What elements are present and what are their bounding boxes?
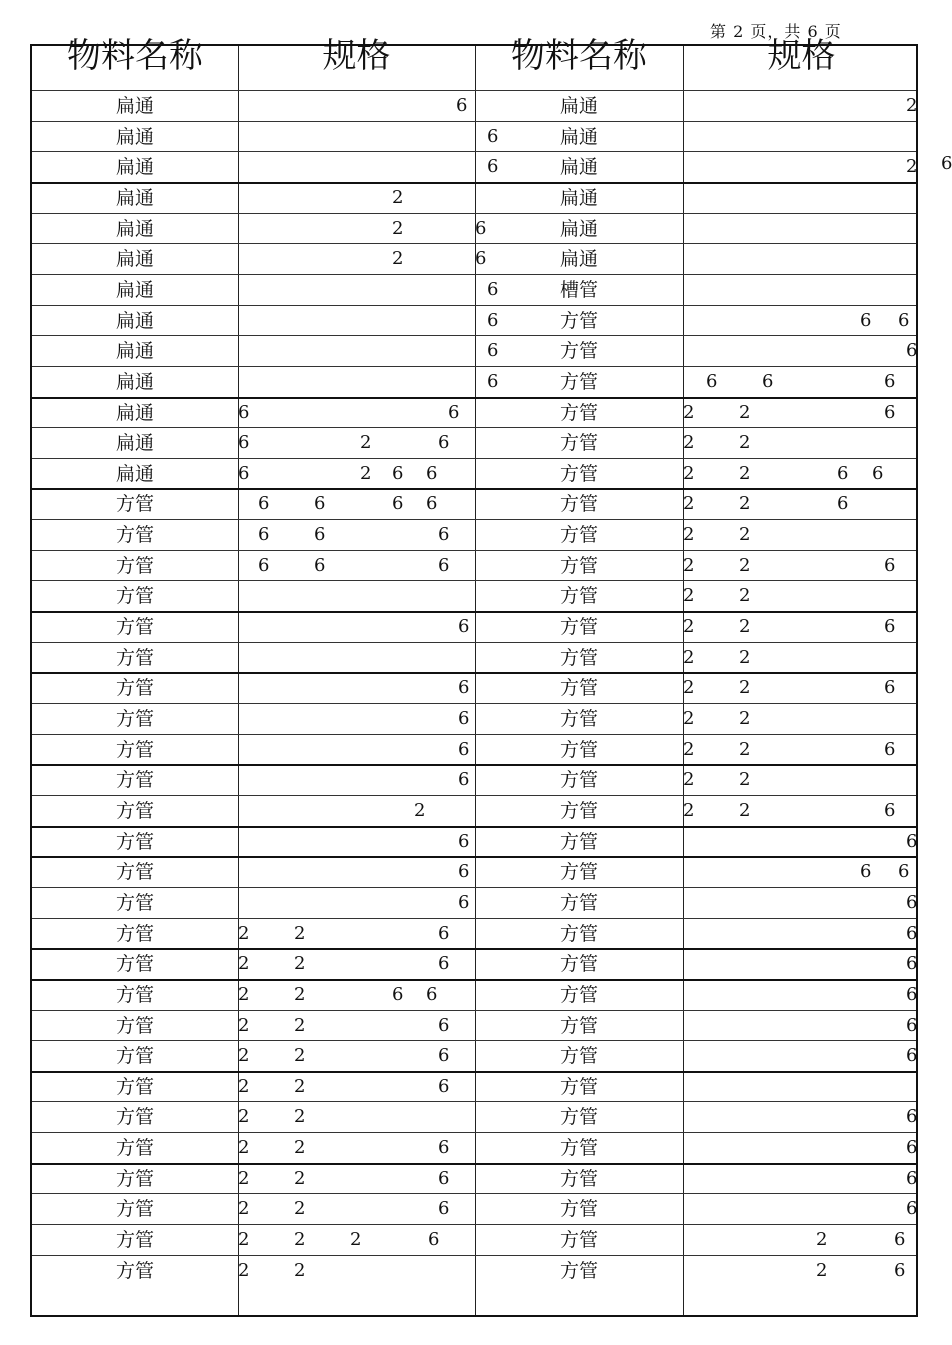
right-material-name: 方管 xyxy=(559,585,598,608)
left-spec-digit: 6 xyxy=(258,554,270,576)
right-spec-digit: 2 xyxy=(683,708,695,729)
left-spec-digit: 2 xyxy=(238,983,250,1005)
left-material-name: 扁通 xyxy=(115,462,154,485)
right-material-name: 方管 xyxy=(559,340,598,363)
right-material-name: 扁通 xyxy=(559,95,598,117)
divider-digit: 6 xyxy=(487,278,499,300)
left-material-name: 方管 xyxy=(115,1014,154,1037)
left-spec-digit: 2 xyxy=(294,1014,306,1036)
left-spec-digit: 2 xyxy=(238,1167,250,1189)
left-spec-digit: 6 xyxy=(456,95,468,116)
right-spec-digit: 6 xyxy=(884,738,896,760)
left-spec-digit: 2 xyxy=(294,1229,306,1251)
right-material-name: 方管 xyxy=(559,1075,598,1098)
left-material-name: 扁通 xyxy=(115,156,154,179)
left-spec-digit: 6 xyxy=(258,493,270,515)
right-material-name: 方管 xyxy=(559,616,598,639)
left-spec-digit: 6 xyxy=(428,1229,440,1251)
left-material-name: 扁通 xyxy=(115,401,154,424)
divider-digit: 6 xyxy=(487,125,499,147)
right-spec-digit: 6 xyxy=(906,1014,918,1036)
left-material-name: 方管 xyxy=(115,1106,154,1129)
right-spec-digit: 2 xyxy=(683,462,695,484)
left-spec-digit: 6 xyxy=(238,401,250,423)
left-spec-digit: 2 xyxy=(294,1198,306,1220)
right-spec-digit: 6 xyxy=(860,861,872,883)
left-material-name: 方管 xyxy=(115,738,154,761)
left-material-name: 扁通 xyxy=(115,340,154,363)
left-spec-digit: 2 xyxy=(238,1259,250,1281)
right-material-name: 槽管 xyxy=(559,278,598,301)
right-material-name: 方管 xyxy=(559,1137,598,1160)
divider-digit: 6 xyxy=(487,309,499,331)
left-spec-digit: 2 xyxy=(350,1229,362,1251)
right-material-name: 方管 xyxy=(559,462,598,485)
left-spec-digit: 2 xyxy=(360,432,372,454)
right-spec-digit: 6 xyxy=(706,370,718,392)
left-spec-digit: 6 xyxy=(314,493,326,515)
right-spec-digit: 2 xyxy=(739,799,751,821)
right-spec-digit: 2 xyxy=(739,616,751,638)
left-spec-digit: 6 xyxy=(238,462,250,484)
material-spec-table xyxy=(30,36,918,1317)
left-material-name: 方管 xyxy=(115,861,154,884)
right-spec-digit: 6 xyxy=(860,309,872,331)
left-material-name: 方管 xyxy=(115,953,154,976)
left-material-name: 方管 xyxy=(115,585,154,608)
right-material-name: 方管 xyxy=(559,830,598,853)
left-material-name: 方管 xyxy=(115,646,154,669)
left-spec-digit: 2 xyxy=(294,1075,306,1097)
right-material-name: 方管 xyxy=(559,983,598,1006)
right-spec-digit: 2 xyxy=(683,769,695,791)
right-spec-digit: 6 xyxy=(906,1198,918,1220)
divider-digit: 6 xyxy=(487,340,499,362)
right-spec-digit: 2 xyxy=(683,646,695,668)
left-material-name: 方管 xyxy=(115,1229,154,1252)
right-spec-digit: 6 xyxy=(884,401,896,423)
right-spec-digit: 2 xyxy=(739,646,751,668)
left-spec-digit: 6 xyxy=(438,1014,450,1036)
left-spec-digit: 2 xyxy=(392,217,404,239)
left-spec-digit: 6 xyxy=(458,677,470,699)
left-material-name: 扁通 xyxy=(115,217,154,240)
left-material-name: 方管 xyxy=(115,616,154,639)
left-spec-digit: 6 xyxy=(448,401,460,423)
right-spec-digit: 2 xyxy=(816,1229,828,1251)
left-spec-digit: 2 xyxy=(360,462,372,484)
left-spec-digit: 2 xyxy=(294,953,306,975)
right-spec-digit: 2 xyxy=(739,677,751,699)
left-spec-digit: 6 xyxy=(392,493,404,515)
right-material-name: 方管 xyxy=(559,1045,598,1068)
left-spec-digit: 6 xyxy=(438,1045,450,1067)
left-spec-digit: 2 xyxy=(238,1014,250,1036)
left-material-name: 方管 xyxy=(115,830,154,853)
left-material-name: 方管 xyxy=(115,1075,154,1098)
right-spec-digit: 2 xyxy=(816,1259,828,1281)
right-material-name: 扁通 xyxy=(559,125,598,148)
left-spec-digit: 2 xyxy=(294,1045,306,1067)
left-material-name: 扁通 xyxy=(115,248,154,271)
right-spec-digit: 6 xyxy=(906,983,918,1005)
right-spec-digit: 2 xyxy=(683,738,695,760)
left-material-name: 方管 xyxy=(115,891,154,914)
left-material-name: 方管 xyxy=(115,524,154,547)
left-material-name: 方管 xyxy=(115,799,154,822)
left-spec-digit: 2 xyxy=(294,1167,306,1189)
right-spec-digit: 6 xyxy=(906,891,918,913)
header-left-spec: 规格 xyxy=(322,36,391,76)
left-spec-digit: 6 xyxy=(458,616,470,638)
left-spec-digit: 6 xyxy=(426,983,438,1005)
left-material-name: 方管 xyxy=(115,1045,154,1068)
left-material-name: 方管 xyxy=(115,708,154,730)
right-material-name: 扁通 xyxy=(559,248,598,271)
right-spec-digit: 2 xyxy=(739,554,751,576)
right-material-name: 方管 xyxy=(559,493,598,516)
right-spec-digit: 2 xyxy=(906,95,918,116)
right-spec-digit: 2 xyxy=(739,462,751,484)
right-spec-digit: 6 xyxy=(906,1167,918,1189)
right-spec-digit: 6 xyxy=(884,677,896,699)
divider-digit: 6 xyxy=(487,156,499,178)
right-spec-digit: 2 xyxy=(683,432,695,454)
left-spec-digit: 2 xyxy=(294,1259,306,1281)
left-material-name: 方管 xyxy=(115,1167,154,1190)
left-spec-digit: 6 xyxy=(438,922,450,944)
right-spec-digit: 2 xyxy=(739,708,751,729)
left-material-name: 方管 xyxy=(115,677,154,700)
right-spec-digit: 2 xyxy=(683,616,695,638)
left-material-name: 方管 xyxy=(115,983,154,1006)
right-material-name: 扁通 xyxy=(559,156,598,179)
right-spec-digit: 2 xyxy=(906,156,918,178)
left-spec-digit: 6 xyxy=(392,462,404,484)
left-spec-digit: 6 xyxy=(438,554,450,576)
right-spec-digit: 6 xyxy=(894,1229,906,1251)
left-material-name: 扁通 xyxy=(115,186,154,209)
right-spec-digit: 6 xyxy=(906,830,918,852)
left-spec-digit: 2 xyxy=(294,1137,306,1159)
right-spec-digit: 2 xyxy=(683,493,695,515)
right-material-name: 方管 xyxy=(559,1259,598,1282)
left-material-name: 扁通 xyxy=(115,370,154,393)
right-spec-digit: 2 xyxy=(739,493,751,515)
left-spec-digit: 2 xyxy=(392,186,404,208)
left-material-name: 扁通 xyxy=(115,95,154,117)
left-spec-digit: 6 xyxy=(458,738,470,760)
left-spec-digit: 2 xyxy=(238,1198,250,1220)
right-material-name: 方管 xyxy=(559,922,598,945)
right-spec-digit: 2 xyxy=(739,738,751,760)
right-spec-digit: 2 xyxy=(739,769,751,791)
left-spec-digit: 6 xyxy=(314,524,326,546)
right-material-name: 方管 xyxy=(559,861,598,884)
right-material-name: 方管 xyxy=(559,309,598,332)
right-material-name: 方管 xyxy=(559,524,598,547)
right-spec-digit: 2 xyxy=(739,585,751,607)
right-material-name: 方管 xyxy=(559,953,598,976)
left-spec-digit: 2 xyxy=(294,1106,306,1128)
header-right-name: 物料名称 xyxy=(511,36,647,76)
right-spec-digit: 2 xyxy=(739,524,751,546)
left-spec-digit: 2 xyxy=(238,1075,250,1097)
left-material-name: 方管 xyxy=(115,1198,154,1221)
left-spec-digit: 6 xyxy=(438,1198,450,1220)
left-spec-digit: 2 xyxy=(414,799,426,821)
right-material-name: 方管 xyxy=(559,738,598,761)
right-spec-digit: 6 xyxy=(906,1045,918,1067)
right-spec-digit: 6 xyxy=(898,861,910,883)
header-left-name: 物料名称 xyxy=(67,36,203,76)
right-spec-digit: 6 xyxy=(894,1259,906,1281)
right-material-name: 方管 xyxy=(559,554,598,577)
right-material-name: 方管 xyxy=(559,769,598,792)
left-material-name: 方管 xyxy=(115,1259,154,1282)
right-spec-digit: 2 xyxy=(739,432,751,454)
right-spec-digit: 6 xyxy=(884,370,896,392)
left-material-name: 扁通 xyxy=(115,309,154,332)
right-spec-digit: 2 xyxy=(683,677,695,699)
left-spec-digit: 2 xyxy=(294,983,306,1005)
left-spec-digit: 2 xyxy=(238,953,250,975)
divider-digit: 6 xyxy=(475,217,487,239)
right-material-name: 方管 xyxy=(559,401,598,424)
right-spec-digit: 2 xyxy=(683,554,695,576)
left-spec-digit: 6 xyxy=(458,708,470,729)
left-material-name: 方管 xyxy=(115,493,154,516)
left-material-name: 扁通 xyxy=(115,278,154,301)
right-material-name: 扁通 xyxy=(559,217,598,240)
left-spec-digit: 2 xyxy=(294,922,306,944)
right-material-name: 方管 xyxy=(559,708,598,730)
header-right-spec: 规格 xyxy=(767,36,836,76)
right-material-name: 方管 xyxy=(559,1198,598,1221)
left-spec-digit: 2 xyxy=(238,922,250,944)
right-material-name: 方管 xyxy=(559,1229,598,1252)
right-material-name: 方管 xyxy=(559,432,598,455)
right-spec-digit: 2 xyxy=(739,401,751,423)
right-spec-digit: 6 xyxy=(837,493,849,515)
edge-overflow-digit: 6 xyxy=(941,153,952,174)
left-spec-digit: 6 xyxy=(458,861,470,883)
right-spec-digit: 2 xyxy=(683,401,695,423)
page-number: 第 2 页，共 6 页 xyxy=(710,22,842,41)
left-spec-digit: 6 xyxy=(458,891,470,913)
left-spec-digit: 6 xyxy=(314,554,326,576)
left-spec-digit: 6 xyxy=(458,830,470,852)
left-material-name: 方管 xyxy=(115,769,154,792)
left-spec-digit: 6 xyxy=(438,1075,450,1097)
right-material-name: 方管 xyxy=(559,1014,598,1037)
divider-digit: 6 xyxy=(487,370,499,392)
right-spec-digit: 6 xyxy=(884,554,896,576)
left-material-name: 扁通 xyxy=(115,432,154,455)
left-spec-digit: 2 xyxy=(238,1045,250,1067)
left-spec-digit: 2 xyxy=(238,1106,250,1128)
right-spec-digit: 6 xyxy=(906,340,918,362)
right-material-name: 方管 xyxy=(559,646,598,669)
left-spec-digit: 6 xyxy=(438,1167,450,1189)
left-spec-digit: 6 xyxy=(438,1137,450,1159)
left-spec-digit: 2 xyxy=(238,1137,250,1159)
left-spec-digit: 6 xyxy=(438,432,450,454)
right-material-name: 方管 xyxy=(559,370,598,393)
left-spec-digit: 6 xyxy=(258,524,270,546)
right-spec-digit: 6 xyxy=(906,1106,918,1128)
left-material-name: 方管 xyxy=(115,1137,154,1160)
left-spec-digit: 6 xyxy=(426,462,438,484)
right-spec-digit: 2 xyxy=(683,585,695,607)
right-spec-digit: 6 xyxy=(906,922,918,944)
left-spec-digit: 2 xyxy=(238,1229,250,1251)
right-material-name: 方管 xyxy=(559,891,598,914)
right-spec-digit: 6 xyxy=(762,370,774,392)
right-material-name: 方管 xyxy=(559,1167,598,1190)
right-spec-digit: 6 xyxy=(884,616,896,638)
right-material-name: 方管 xyxy=(559,1106,598,1129)
left-material-name: 方管 xyxy=(115,922,154,945)
left-spec-digit: 6 xyxy=(392,983,404,1005)
right-spec-digit: 2 xyxy=(683,799,695,821)
left-material-name: 扁通 xyxy=(115,125,154,148)
right-spec-digit: 6 xyxy=(898,309,910,331)
divider-digit: 6 xyxy=(475,248,487,270)
left-spec-digit: 6 xyxy=(438,953,450,975)
left-spec-digit: 6 xyxy=(426,493,438,515)
left-spec-digit: 6 xyxy=(238,432,250,454)
left-spec-digit: 6 xyxy=(438,524,450,546)
right-material-name: 扁通 xyxy=(559,186,598,209)
left-spec-digit: 6 xyxy=(458,769,470,791)
right-spec-digit: 6 xyxy=(837,462,849,484)
left-spec-digit: 2 xyxy=(392,248,404,270)
right-spec-digit: 2 xyxy=(683,524,695,546)
right-material-name: 方管 xyxy=(559,799,598,822)
left-material-name: 方管 xyxy=(115,554,154,577)
right-spec-digit: 6 xyxy=(884,799,896,821)
right-spec-digit: 6 xyxy=(872,462,884,484)
right-material-name: 方管 xyxy=(559,677,598,700)
right-spec-digit: 6 xyxy=(906,1137,918,1159)
right-spec-digit: 6 xyxy=(906,953,918,975)
